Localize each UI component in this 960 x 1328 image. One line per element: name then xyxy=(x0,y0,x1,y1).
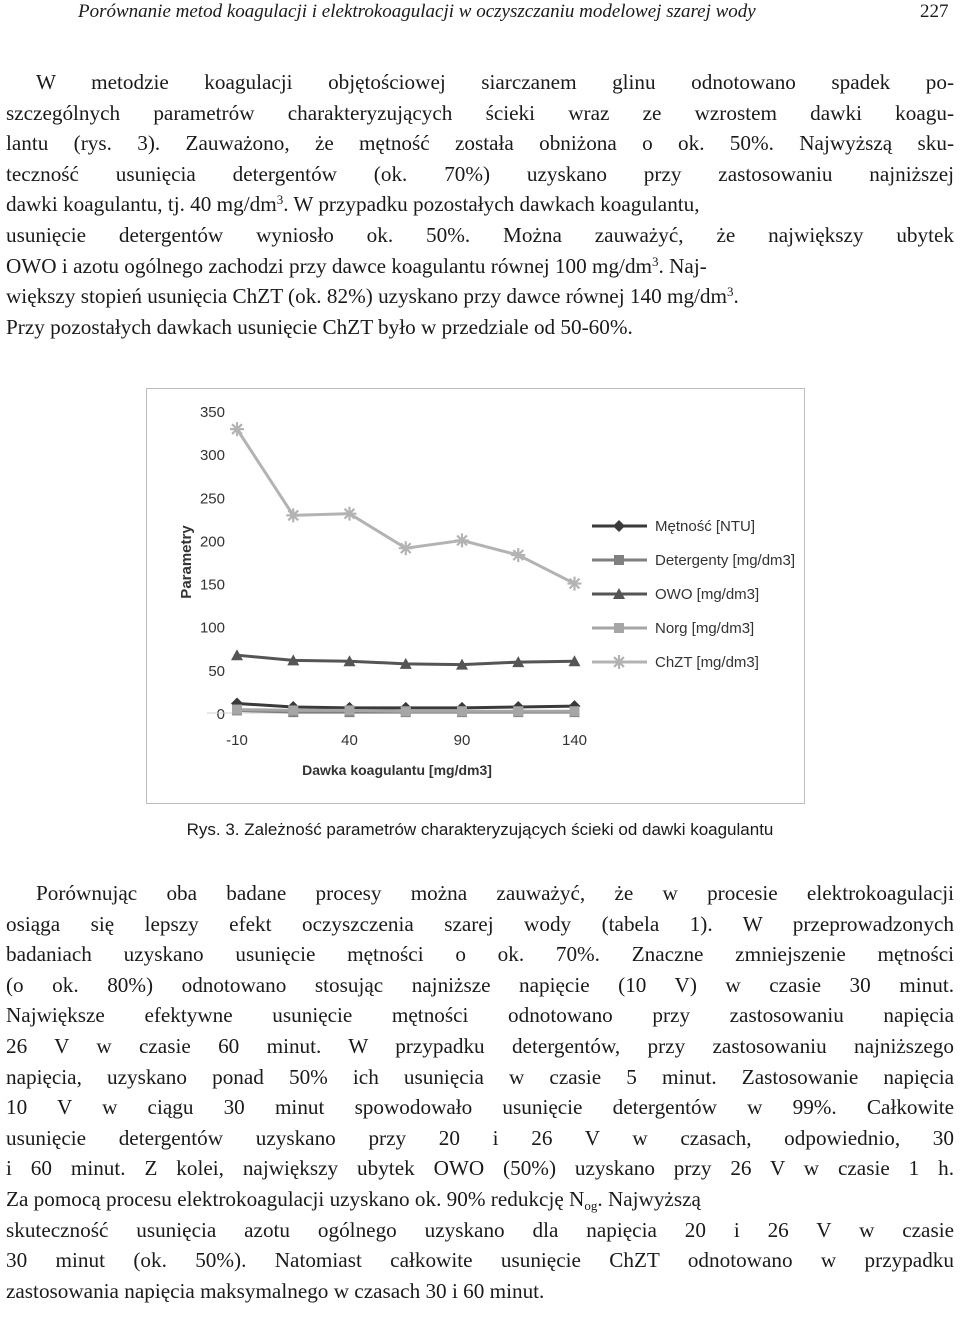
text-segment: dawki koagulantu, tj. 40 mg/dm xyxy=(6,192,277,217)
paragraph-coagulation xyxy=(6,67,954,342)
superscript: 3 xyxy=(276,192,284,208)
data-point xyxy=(343,507,357,521)
data-point xyxy=(230,422,244,436)
data-point xyxy=(286,508,300,522)
data-point xyxy=(232,705,242,715)
x-tick-label: -10 xyxy=(226,732,248,749)
text-line: osiąga się lepszy efekt oczyszczenia szarej wody (tabela 1). W przeprowadzonych xyxy=(6,911,954,936)
x-tick-label: 140 xyxy=(561,732,588,749)
figure-caption: Rys. 3. Zależność parametrów charakteryzujących ścieki od dawki koagulantu xyxy=(186,820,774,839)
text-segment: . Naj- xyxy=(658,253,707,278)
data-point xyxy=(570,706,580,716)
text-line: Porównując oba badane procesy można zauważyć, że w procesie elektrokoagulacji xyxy=(36,881,954,905)
y-tick-label: 250 xyxy=(199,490,225,508)
y-tick-label: 0 xyxy=(216,706,225,723)
text-line: teczność usunięcia detergentów (ok. 70%) uzyskano przy zastosowaniu najniższej xyxy=(6,161,954,186)
text-segment: Za pomocą procesu elektrokoagulacji uzyskano ok. 90% redukcję N xyxy=(6,1186,585,1211)
data-point xyxy=(399,541,413,555)
y-tick-label: 300 xyxy=(199,447,225,465)
text-line: usunięcie detergentów wyniosło ok. 50%. Można zauważyć, że największy ubytek xyxy=(6,222,954,247)
text-line xyxy=(6,1184,954,1215)
text-line xyxy=(6,251,954,282)
x-axis-title: Dawka koagulantu [mg/dm3] xyxy=(302,762,492,778)
paragraph-electrocoagulation xyxy=(6,878,954,1306)
data-point xyxy=(511,548,525,562)
y-axis-title: Parametry xyxy=(178,525,195,599)
text-line: napięcia, uzyskano ponad 50% ich usunięcia w czasie 5 minut. Zastosowanie napięcia xyxy=(6,1064,954,1089)
superscript: 3 xyxy=(727,284,734,300)
superscript: 3 xyxy=(652,253,659,269)
y-tick-label: 50 xyxy=(208,662,225,680)
text-line: skuteczność usunięcia azotu ogólnego uzyskano dla napięcia 20 i 26 V w czasie xyxy=(6,1217,954,1242)
page-number: 227 xyxy=(920,1,949,22)
text-line: szczególnych parametrów charakteryzujących ścieki wraz ze wzrostem dawki koagu- xyxy=(6,100,954,125)
text-line xyxy=(6,189,954,220)
text-segment: OWO i azotu ogólnego zachodzi przy dawce koagulantu równej 100 mg/dm xyxy=(6,253,653,278)
data-point xyxy=(568,577,582,591)
text-line: 26 V w czasie 60 minut. W przypadku detergentów, przy zastosowaniu najniższego xyxy=(6,1033,954,1058)
legend-swatch-marker xyxy=(613,520,625,532)
text-line: badaniach uzyskano usunięcie mętności o ok. 70%. Znaczne zmniejszenie mętności xyxy=(6,942,954,967)
page-header xyxy=(0,0,960,24)
subscript: og xyxy=(584,1197,598,1213)
data-point xyxy=(401,706,411,716)
text-segment: . xyxy=(733,284,739,309)
running-title: Porównanie metod koagulacji i elektrokoagulacji w oczyszczaniu modelowej szarej wody xyxy=(78,1,756,22)
text-segment: . W przypadku pozostałych dawkach koagulantu, xyxy=(283,192,700,217)
legend-swatch-marker xyxy=(612,655,626,669)
data-point xyxy=(345,705,355,715)
y-tick-label: 150 xyxy=(199,576,225,594)
x-tick-label: 40 xyxy=(341,732,358,749)
data-point xyxy=(455,533,469,547)
y-tick-label: 200 xyxy=(199,533,225,551)
text-segment: większy stopień usunięcia ChZT (ok. 82%) uzyskano przy dawce równej 140 mg/dm xyxy=(6,284,727,309)
text-line: (o ok. 80%) odnotowano stosując najniższe napięcie (10 V) w czasie 30 minut. xyxy=(6,972,954,997)
x-tick-label: 90 xyxy=(453,732,471,749)
text-line: Przy pozostałych dawkach usunięcie ChZT było w przedziale od 50-60%. xyxy=(6,314,633,339)
data-point xyxy=(513,706,523,716)
legend-swatch-marker xyxy=(614,623,624,633)
text-line: usunięcie detergentów uzyskano przy 20 i 26 V w czasach, odpowiednio, 30 xyxy=(6,1125,954,1150)
text-line xyxy=(6,281,954,312)
text-line: i 60 minut. Z kolei, największy ubytek OWO (50%) uzyskano przy 26 V w czasie 1 h. xyxy=(6,1156,954,1181)
figure-chart xyxy=(146,388,805,804)
data-point xyxy=(457,706,467,716)
legend-label: ChZT [mg/dm3] xyxy=(655,654,759,671)
text-line: 10 V w ciągu 30 minut spowodowało usunięcie detergentów w 99%. Całkowite xyxy=(6,1095,954,1120)
legend-label: Mętność [NTU] xyxy=(655,518,756,535)
text-line: lantu (rys. 3). Zauważono, że mętność została obniżona o ok. 50%. Najwyższą sku- xyxy=(6,131,954,156)
line-chart xyxy=(147,389,804,803)
data-point xyxy=(288,705,298,715)
text-segment: . Najwyższą xyxy=(597,1186,701,1211)
y-tick-label: 100 xyxy=(199,619,225,637)
legend-label: Norg [mg/dm3] xyxy=(655,620,755,637)
legend-label: OWO [mg/dm3] xyxy=(655,586,760,603)
y-tick-label: 350 xyxy=(199,404,225,421)
legend-label: Detergenty [mg/dm3] xyxy=(655,552,796,569)
series-line xyxy=(237,429,575,583)
text-line: W metodzie koagulacji objętościowej siarczanem glinu odnotowano spadek po- xyxy=(36,70,954,94)
text-line: Największe efektywne usunięcie mętności odnotowano przy zastosowaniu napięcia xyxy=(6,1003,954,1028)
legend-swatch-marker xyxy=(614,555,624,565)
text-line: zastosowania napięcia maksymalnego w czasach 30 i 60 minut. xyxy=(6,1278,545,1303)
text-line: 30 minut (ok. 50%). Natomiast całkowite usunięcie ChZT odnotowano w przypadku xyxy=(6,1248,954,1273)
